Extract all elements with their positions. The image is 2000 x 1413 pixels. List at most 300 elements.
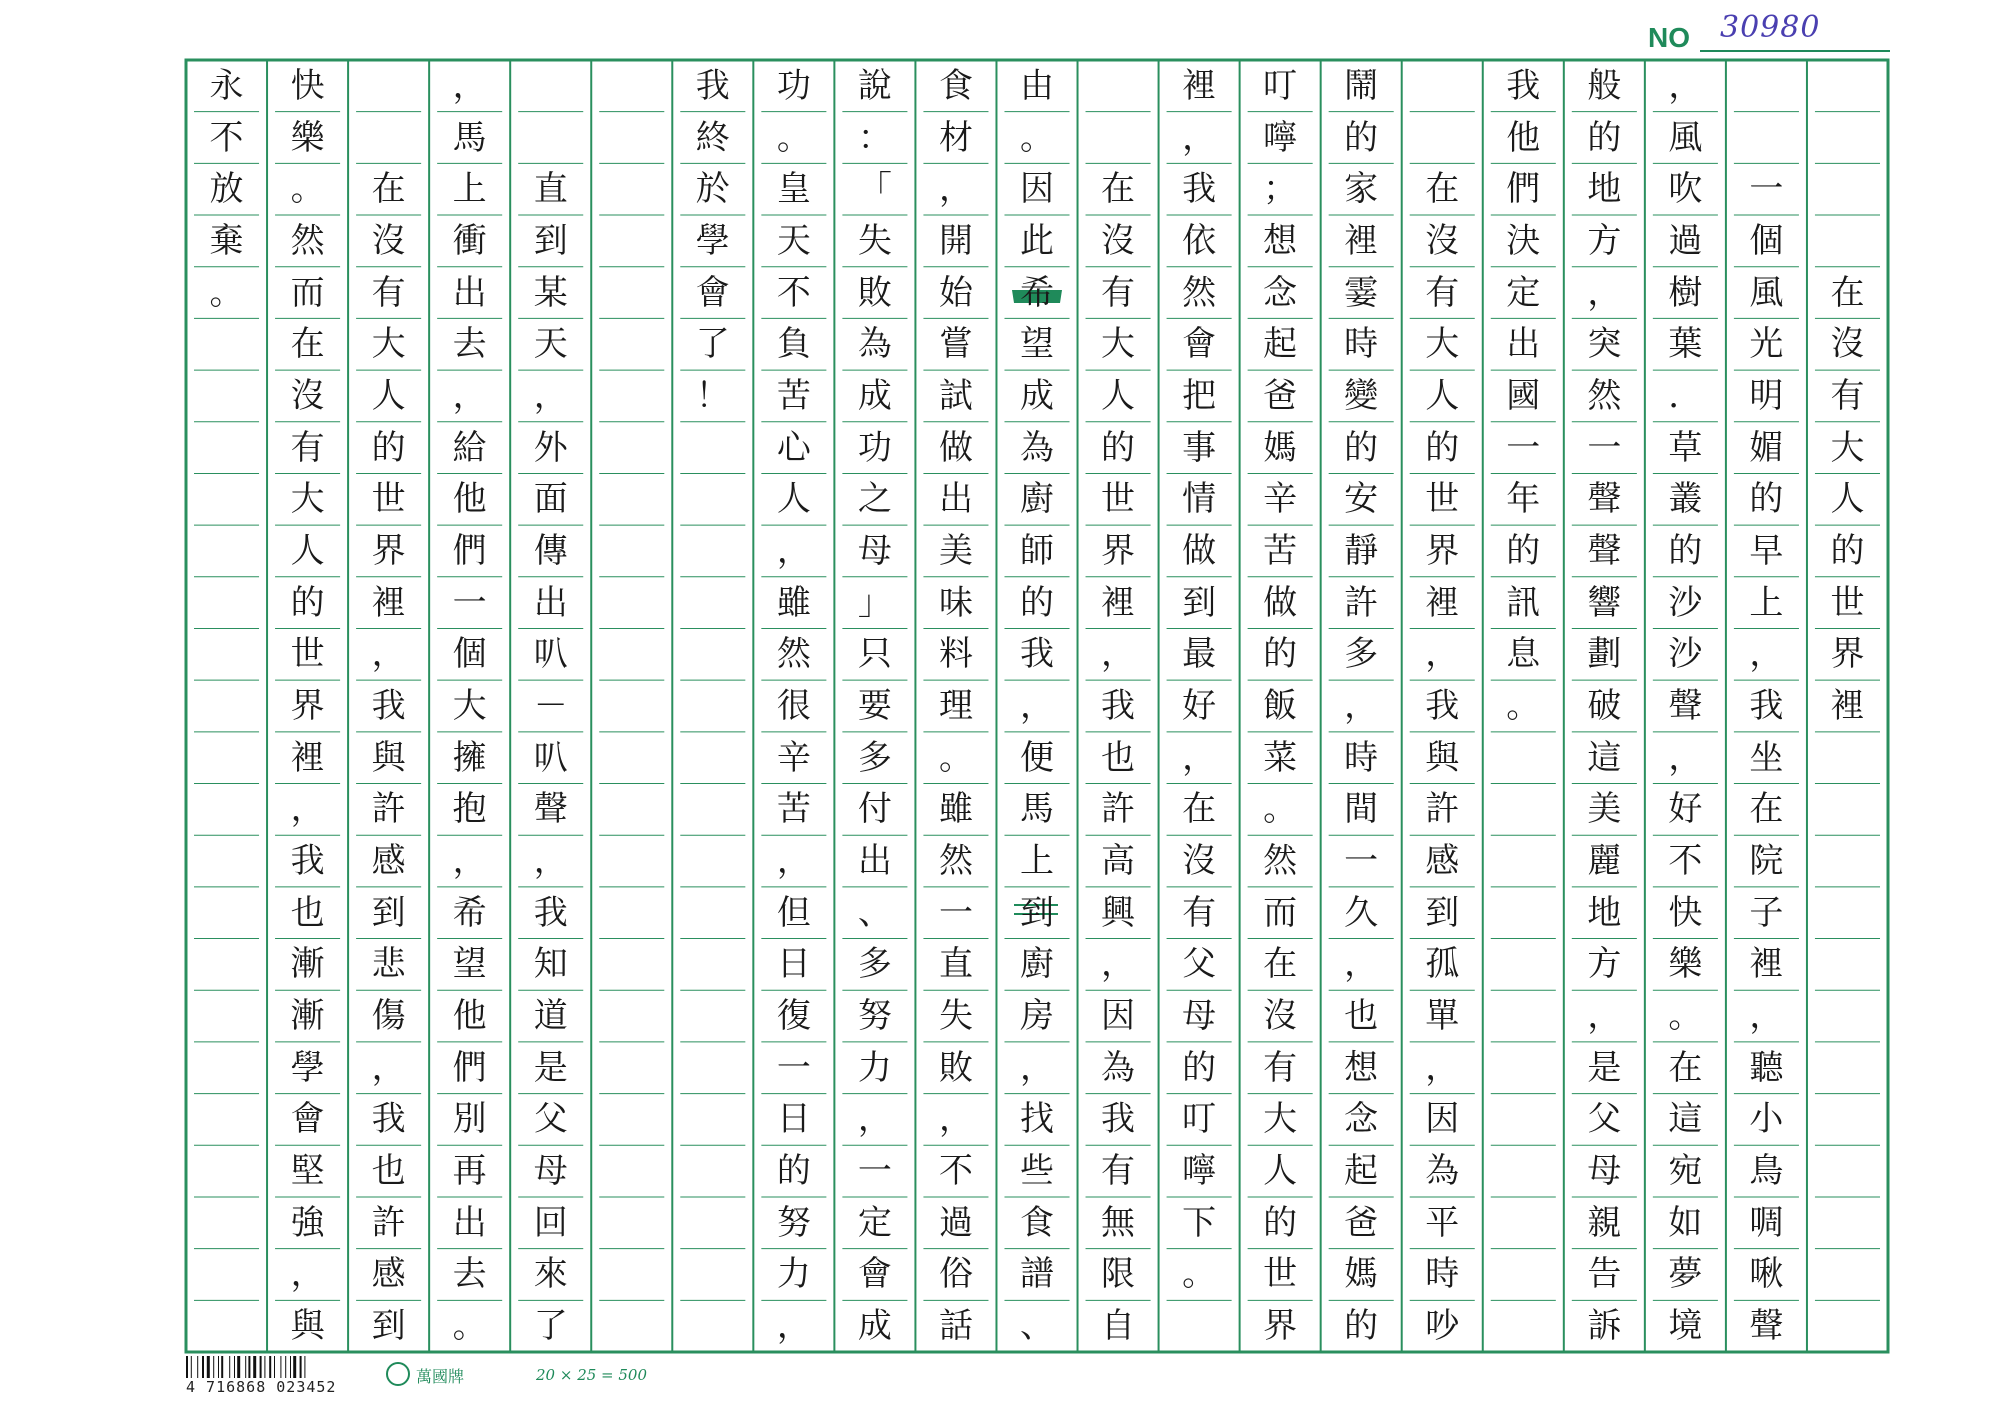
text-char: 放: [209, 169, 244, 210]
text-char: 苦: [776, 789, 811, 830]
text-char: 很: [776, 685, 811, 726]
text-char: 衝: [452, 220, 487, 261]
text-char: ，: [1668, 65, 1703, 106]
text-char: 方: [1587, 220, 1622, 261]
text-char: 早: [1749, 530, 1784, 571]
text-char: ，: [1587, 996, 1622, 1037]
barcode-bar: [207, 1356, 210, 1378]
text-char: 無: [1101, 1202, 1136, 1243]
text-char: 抱: [452, 789, 487, 830]
barcode-bar: [237, 1356, 240, 1378]
text-char: 道: [533, 996, 568, 1037]
text-char: 變: [1344, 375, 1379, 416]
text-char: 希: [1019, 272, 1054, 313]
text-char: 師: [1019, 530, 1054, 571]
text-char: 過: [938, 1202, 973, 1243]
text-char: 菜: [1263, 737, 1298, 778]
text-char: ！: [695, 375, 730, 416]
text-char: 在: [1749, 789, 1784, 830]
text-char: 啾: [1749, 1254, 1784, 1295]
text-char: 出: [938, 479, 973, 520]
text-char: 叮: [1263, 65, 1298, 106]
text-char: [1078, 60, 1159, 112]
text-char: 到: [371, 1306, 406, 1347]
text-char: 雖: [938, 789, 973, 830]
text-char: [1807, 215, 1888, 267]
text-char: 美: [1587, 789, 1622, 830]
text-char: 我: [533, 892, 568, 933]
text-char: 日: [776, 1099, 811, 1140]
text-char: 為: [1425, 1151, 1460, 1192]
text-char: 、: [1019, 1306, 1054, 1347]
text-char: 母: [1587, 1151, 1622, 1192]
text-char: 裡: [1749, 944, 1784, 985]
text-char: 大: [1101, 324, 1136, 365]
text-char: 也: [371, 1151, 406, 1192]
text-char: 只: [857, 634, 892, 675]
text-char: 。: [776, 117, 811, 158]
text-char: 。: [1506, 685, 1541, 726]
text-char: 由: [1019, 65, 1054, 106]
text-char: 人: [290, 530, 325, 571]
text-char: 回: [533, 1202, 568, 1243]
text-char: 堅: [290, 1151, 325, 1192]
text-char: ，: [776, 530, 811, 571]
text-char: 如: [1668, 1202, 1703, 1243]
text-char: 漸: [290, 944, 325, 985]
barcode-bar: [229, 1356, 230, 1378]
text-char: 失: [938, 996, 973, 1037]
barcode-bar: [218, 1356, 219, 1378]
text-char: 出: [857, 841, 892, 882]
text-char: 些: [1019, 1151, 1054, 1192]
text-char: 直: [938, 944, 973, 985]
text-char: 是: [533, 1047, 568, 1088]
text-char: 上: [1749, 582, 1784, 623]
barcode-bar: [191, 1356, 192, 1378]
text-char: 功: [857, 427, 892, 468]
text-char: 樂: [290, 117, 325, 158]
text-char: 有: [1182, 892, 1217, 933]
text-char: 息: [1506, 634, 1541, 675]
text-char: 為: [857, 324, 892, 365]
text-char: 好: [1182, 685, 1217, 726]
text-char: 。: [938, 737, 973, 778]
barcode-bar: [293, 1356, 296, 1378]
text-char: 坐: [1749, 737, 1784, 778]
text-char: 然: [1587, 375, 1622, 416]
text-char: 裡: [1101, 582, 1136, 623]
brand-logo-icon: [386, 1362, 410, 1386]
text-char: 界: [1101, 530, 1136, 571]
text-char: 吵: [1425, 1306, 1460, 1347]
text-char: 我: [290, 841, 325, 882]
text-char: 在: [1182, 789, 1217, 830]
text-char: 傷: [371, 996, 406, 1037]
text-char: 為: [1019, 427, 1054, 468]
text-char: 天: [533, 324, 568, 365]
text-char: 。: [1019, 117, 1054, 158]
text-char: 找: [1019, 1099, 1054, 1140]
text-char: 一: [1749, 169, 1784, 210]
text-char: ，: [1668, 737, 1703, 778]
text-char: 料: [938, 634, 973, 675]
barcode-bar: [213, 1356, 214, 1378]
text-char: ：: [857, 117, 892, 158]
text-char: 然: [1182, 272, 1217, 313]
text-char: 望: [1019, 324, 1054, 365]
text-char: 的: [1344, 117, 1379, 158]
text-char: 感: [371, 841, 406, 882]
text-char: ，: [1019, 685, 1054, 726]
text-char: 樹: [1668, 272, 1703, 313]
text-char: 個: [1749, 220, 1784, 261]
text-char: 望: [452, 944, 487, 985]
text-char: 話: [938, 1306, 973, 1347]
text-char: ．: [1668, 375, 1703, 416]
text-char: 會: [290, 1099, 325, 1140]
text-char: 。: [290, 169, 325, 210]
text-char: 情: [1182, 479, 1217, 520]
text-char: 我: [1506, 65, 1541, 106]
barcode-bar: [234, 1356, 235, 1378]
text-char: ，: [290, 789, 325, 830]
text-char: 國: [1506, 375, 1541, 416]
barcode-bar: [253, 1356, 256, 1378]
text-char: 光: [1749, 324, 1784, 365]
text-char: [1402, 112, 1483, 164]
text-char: 般: [1587, 65, 1622, 106]
text-char: 在: [1425, 169, 1460, 210]
text-char: 他: [1506, 117, 1541, 158]
text-char: 力: [776, 1254, 811, 1295]
barcode-bar: [264, 1356, 265, 1378]
text-char: 感: [1425, 841, 1460, 882]
text-char: 起: [1344, 1151, 1379, 1192]
text-char: 功: [776, 65, 811, 106]
text-char: 而: [1263, 892, 1298, 933]
text-char: 到: [1019, 892, 1054, 933]
text-char: [510, 60, 591, 112]
text-char: ，: [938, 1099, 973, 1140]
text-char: 來: [533, 1254, 568, 1295]
text-char: 破: [1587, 685, 1622, 726]
text-char: 間: [1344, 789, 1379, 830]
text-char: ，: [452, 375, 487, 416]
text-char: 上: [452, 169, 487, 210]
text-char: 父: [533, 1099, 568, 1140]
text-char: 心: [776, 427, 811, 468]
text-char: ，: [1182, 737, 1217, 778]
text-char: 與: [290, 1306, 325, 1347]
text-char: ，: [1182, 117, 1217, 158]
text-char: 失: [857, 220, 892, 261]
text-char: 母: [857, 530, 892, 571]
text-char: 啁: [1749, 1202, 1784, 1243]
text-char: 有: [1263, 1047, 1298, 1088]
text-char: 麗: [1587, 841, 1622, 882]
barcode-bar: [269, 1356, 271, 1378]
text-char: 沙: [1668, 582, 1703, 623]
text-char: 因: [1101, 996, 1136, 1037]
text-char: 一: [1344, 841, 1379, 882]
text-char: 孤: [1425, 944, 1460, 985]
text-char: 而: [290, 272, 325, 313]
text-char: 不: [938, 1151, 973, 1192]
text-char: 嚀: [1182, 1151, 1217, 1192]
text-char: 但: [776, 892, 811, 933]
text-char: 敗: [857, 272, 892, 313]
text-char: 起: [1263, 324, 1298, 365]
text-char: 然: [290, 220, 325, 261]
text-char: 念: [1344, 1099, 1379, 1140]
text-char: 爸: [1263, 375, 1298, 416]
text-char: 宛: [1668, 1151, 1703, 1192]
text-char: 快: [1668, 892, 1703, 933]
text-char: [348, 112, 429, 164]
text-char: 有: [1425, 272, 1460, 313]
text-char: 永: [209, 65, 244, 106]
text-char: 裡: [371, 582, 406, 623]
barcode-number: 4 716868 023452: [186, 1378, 337, 1396]
text-char: 父: [1587, 1099, 1622, 1140]
text-char: [1402, 60, 1483, 112]
text-char: 安: [1344, 479, 1379, 520]
text-char: 我: [1425, 685, 1460, 726]
text-char: 。: [452, 1306, 487, 1347]
text-char: 傳: [533, 530, 568, 571]
text-char: 大: [1425, 324, 1460, 365]
text-char: 會: [1182, 324, 1217, 365]
text-char: 單: [1425, 996, 1460, 1037]
text-char: 復: [776, 996, 811, 1037]
text-char: 風: [1749, 272, 1784, 313]
text-char: 沒: [1830, 324, 1865, 365]
text-char: 裡: [1182, 65, 1217, 106]
text-char: ，: [938, 169, 973, 210]
text-char: 不: [776, 272, 811, 313]
text-char: 的: [1263, 634, 1298, 675]
text-char: 一: [452, 582, 487, 623]
text-char: 裡: [1830, 685, 1865, 726]
text-char: ，: [1019, 1047, 1054, 1088]
text-char: 。: [1182, 1254, 1217, 1295]
text-char: 高: [1101, 841, 1136, 882]
text-char: 們: [1506, 169, 1541, 210]
text-char: 的: [1587, 117, 1622, 158]
text-char: [1807, 60, 1888, 112]
text-char: 會: [695, 272, 730, 313]
text-char: 於: [695, 169, 730, 210]
text-char: ，: [371, 634, 406, 675]
text-char: [1726, 60, 1807, 112]
text-char: 人: [1425, 375, 1460, 416]
text-char: 聲: [1587, 479, 1622, 520]
text-char: 沙: [1668, 634, 1703, 675]
text-char: 沒: [1425, 220, 1460, 261]
text-char: 一: [776, 1047, 811, 1088]
text-char: 努: [857, 996, 892, 1037]
text-char: 想: [1344, 1047, 1379, 1088]
text-char: 草: [1668, 427, 1703, 468]
text-char: 去: [452, 324, 487, 365]
text-char: 多: [1344, 634, 1379, 675]
text-char: 辛: [1263, 479, 1298, 520]
text-char: 平: [1425, 1202, 1460, 1243]
text-char: 的: [1668, 530, 1703, 571]
text-char: 給: [452, 427, 487, 468]
text-char: 味: [938, 582, 973, 623]
text-char: 的: [1344, 427, 1379, 468]
text-char: ，: [1425, 634, 1460, 675]
text-char: 許: [1425, 789, 1460, 830]
text-char: 理: [938, 685, 973, 726]
text-char: ；: [1263, 169, 1298, 210]
text-char: [1807, 163, 1888, 215]
text-char: [1726, 112, 1807, 164]
text-char: 我: [1101, 685, 1136, 726]
text-char: 快: [290, 65, 325, 106]
text-char: 做: [1263, 582, 1298, 623]
text-char: 決: [1506, 220, 1541, 261]
text-char: 叮: [1182, 1099, 1217, 1140]
text-char: 辛: [776, 737, 811, 778]
text-char: 定: [1506, 272, 1541, 313]
text-char: 到: [1425, 892, 1460, 933]
text-char: 的: [1749, 479, 1784, 520]
text-char: 界: [1425, 530, 1460, 571]
text-char: 們: [452, 1047, 487, 1088]
text-char: 飯: [1263, 685, 1298, 726]
text-char: 人: [1101, 375, 1136, 416]
text-char: 依: [1182, 220, 1217, 261]
text-char: 吹: [1668, 169, 1703, 210]
text-char: 雖: [776, 582, 811, 623]
text-char: 了: [533, 1306, 568, 1347]
text-char: 界: [371, 530, 406, 571]
serial-number-underline: [1700, 50, 1890, 52]
text-char: 有: [290, 427, 325, 468]
text-char: ，: [452, 65, 487, 106]
text-char: 有: [371, 272, 406, 313]
text-char: 家: [1344, 169, 1379, 210]
text-char: 樂: [1668, 944, 1703, 985]
text-char: 的: [371, 427, 406, 468]
text-char: 學: [290, 1047, 325, 1088]
text-char: 為: [1101, 1047, 1136, 1088]
barcode-bar: [280, 1356, 281, 1378]
text-char: 裡: [290, 737, 325, 778]
text-char: 會: [857, 1254, 892, 1295]
text-char: [510, 112, 591, 164]
text-char: 感: [371, 1254, 406, 1295]
text-char: 聽: [1749, 1047, 1784, 1088]
text-char: 媽: [1263, 427, 1298, 468]
text-char: 世: [371, 479, 406, 520]
serial-number-value: 30980: [1720, 10, 1821, 45]
text-char: 食: [938, 65, 973, 106]
text-char: 此: [1019, 220, 1054, 261]
text-char: 食: [1019, 1202, 1054, 1243]
text-char: 負: [776, 324, 811, 365]
text-char: 開: [938, 220, 973, 261]
text-char: 聲: [1587, 530, 1622, 571]
text-char: 譜: [1019, 1254, 1054, 1295]
text-char: 有: [1101, 1151, 1136, 1192]
text-char: 做: [938, 427, 973, 468]
text-char: 訴: [1587, 1306, 1622, 1347]
barcode-bar: [202, 1356, 204, 1378]
text-char: 世: [1830, 582, 1865, 623]
text-char: [1807, 112, 1888, 164]
text-char: 的: [1425, 427, 1460, 468]
text-char: 成: [857, 375, 892, 416]
text-char: 強: [290, 1202, 325, 1243]
text-char: 子: [1749, 892, 1784, 933]
text-char: 年: [1506, 479, 1541, 520]
text-char: 靜: [1344, 530, 1379, 571]
barcode-bar: [300, 1356, 302, 1378]
text-char: 他: [452, 479, 487, 520]
text-char: －: [533, 685, 568, 726]
text-char: 俗: [938, 1254, 973, 1295]
text-char: 把: [1182, 375, 1217, 416]
barcode-bar: [285, 1356, 286, 1378]
text-char: 久: [1344, 892, 1379, 933]
text-char: 因: [1425, 1099, 1460, 1140]
text-char: 突: [1587, 324, 1622, 365]
text-char: 地: [1587, 169, 1622, 210]
text-char: 的: [1506, 530, 1541, 571]
text-char: 棄: [209, 220, 244, 261]
text-char: 大: [452, 685, 487, 726]
text-char: 世: [1101, 479, 1136, 520]
text-char: 有: [1101, 272, 1136, 313]
text-char: 好: [1668, 789, 1703, 830]
text-char: ，: [1587, 272, 1622, 313]
text-char: 爸: [1344, 1202, 1379, 1243]
text-char: 世: [290, 634, 325, 675]
text-char: 、: [857, 892, 892, 933]
text-char: 到: [1182, 582, 1217, 623]
text-char: 沒: [1101, 220, 1136, 261]
text-char: 也: [1344, 996, 1379, 1037]
barcode-bar: [186, 1356, 188, 1378]
text-char: 做: [1182, 530, 1217, 571]
text-char: 與: [1425, 737, 1460, 778]
text-char: 父: [1182, 944, 1217, 985]
text-char: 人: [776, 479, 811, 520]
brand-name: 萬國牌: [416, 1367, 465, 1386]
text-char: 人: [1830, 479, 1865, 520]
text-char: 一: [938, 892, 973, 933]
serial-number-label: NO: [1648, 22, 1690, 53]
text-char: 與: [371, 737, 406, 778]
text-char: [1078, 112, 1159, 164]
text-char: 希: [452, 892, 487, 933]
text-char: 鳥: [1749, 1151, 1784, 1192]
barcode-bar: [260, 1356, 262, 1378]
text-char: 沒: [290, 375, 325, 416]
text-char: 努: [776, 1202, 811, 1243]
text-char: 去: [452, 1254, 487, 1295]
text-char: 小: [1749, 1099, 1784, 1140]
text-char: ，: [1749, 996, 1784, 1037]
text-char: 然: [1263, 841, 1298, 882]
text-char: 苦: [776, 375, 811, 416]
text-char: 廚: [1019, 944, 1054, 985]
text-char: 境: [1668, 1306, 1703, 1347]
